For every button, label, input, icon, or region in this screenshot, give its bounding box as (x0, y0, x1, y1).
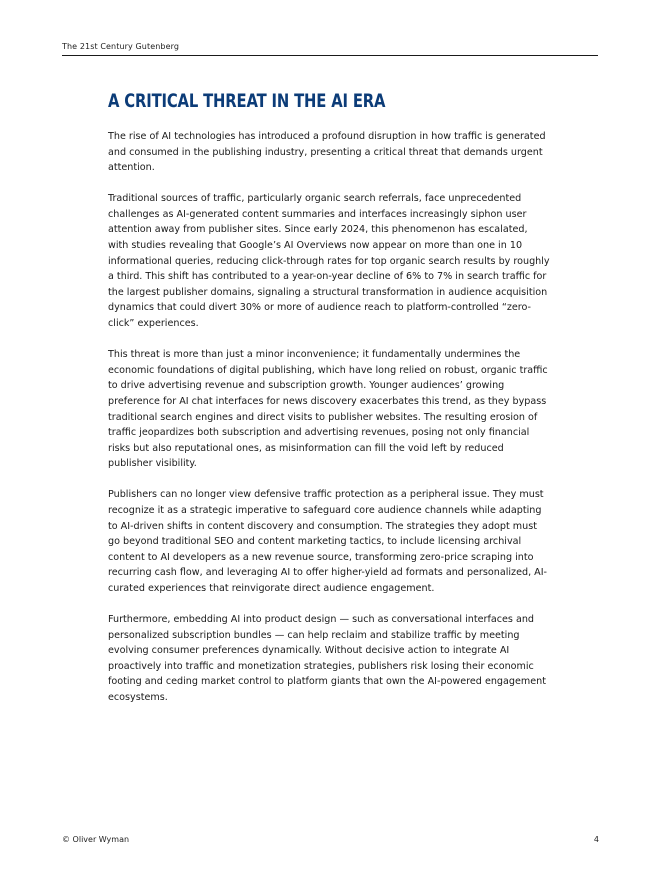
paragraph-intro: The rise of AI technologies has introduced a profound disruption in how traffic is generated and consumed in the publishing industry, presenting a critical threat that demands urgent attention. (108, 131, 546, 174)
paragraph-strategies: Publishers can no longer view defensive traffic protection as a peripheral issue. They must recognize it as a strategic imperative to safeguard core audience channels while adapting to AI-driven shifts in content discovery and consumption. The strategies they adopt must go beyond traditional SEO and content marketing tactics, to include licensing archival content to AI developers as a new revenue source, transforming zero-price scraping into recurring cash flow, and leveraging AI to offer higher-yield ad formats and personalized, AI-curated experiences that reinvigorate direct audience engagement. (108, 489, 548, 594)
article-body (108, 90, 550, 721)
header-divider (62, 55, 598, 56)
paragraph-product-design: Furthermore, embedding AI into product design — such as conversational interfaces and personalized subscription bundles — can help reclaim and stabilize traffic by meeting evolving consumer preferences dynamically. Without decisive action to integrate AI proactively into traffic and monetization strategies, publishers risk losing their economic footing and ceding market control to platform giants that own the AI-powered engagement ecosystems. (108, 614, 546, 703)
paragraph-threat: This threat is more than just a minor inconvenience; it fundamentally undermines the economic foundations of digital publishing, which have long relied on robust, organic traffic to drive advertising revenue and subscription growth. Younger audiences’ growing preference for AI chat interfaces for news discovery exacerbates this trend, as they bypass traditional search engines and direct visits to publisher websites. The resulting erosion of traffic jeopardizes both subscription and advertising revenues, posing not only financial risks but also reputational ones, as misinformation can fill the void left by reduced publisher visibility. (108, 349, 548, 470)
page-number: 4 (593, 835, 599, 844)
page-title: A CRITICAL THREAT IN THE AI ERA (108, 91, 386, 112)
running-header-title: The 21st Century Gutenberg (62, 42, 180, 51)
paragraph-traffic-sources: Traditional sources of traffic, particularly organic search referrals, face unprecedented challenges as AI-generated content summaries and interfaces increasingly siphon user attention away from publisher sites. Since early 2024, this phenomenon has escalated, with studies revealing that Google’s AI Overviews now appear on more than one in 10 informational queries, reducing click-through rates for top organic search results by roughly a third. This shift has contributed to a year-on-year decline of 6% to 7% in search traffic for the largest publisher domains, signaling a structural transformation in audience acquisition dynamics that could divert 30% or more of audience reach to platform-controlled “zero-click” experiences. (108, 193, 550, 330)
footer-copyright: © Oliver Wyman (62, 835, 130, 844)
